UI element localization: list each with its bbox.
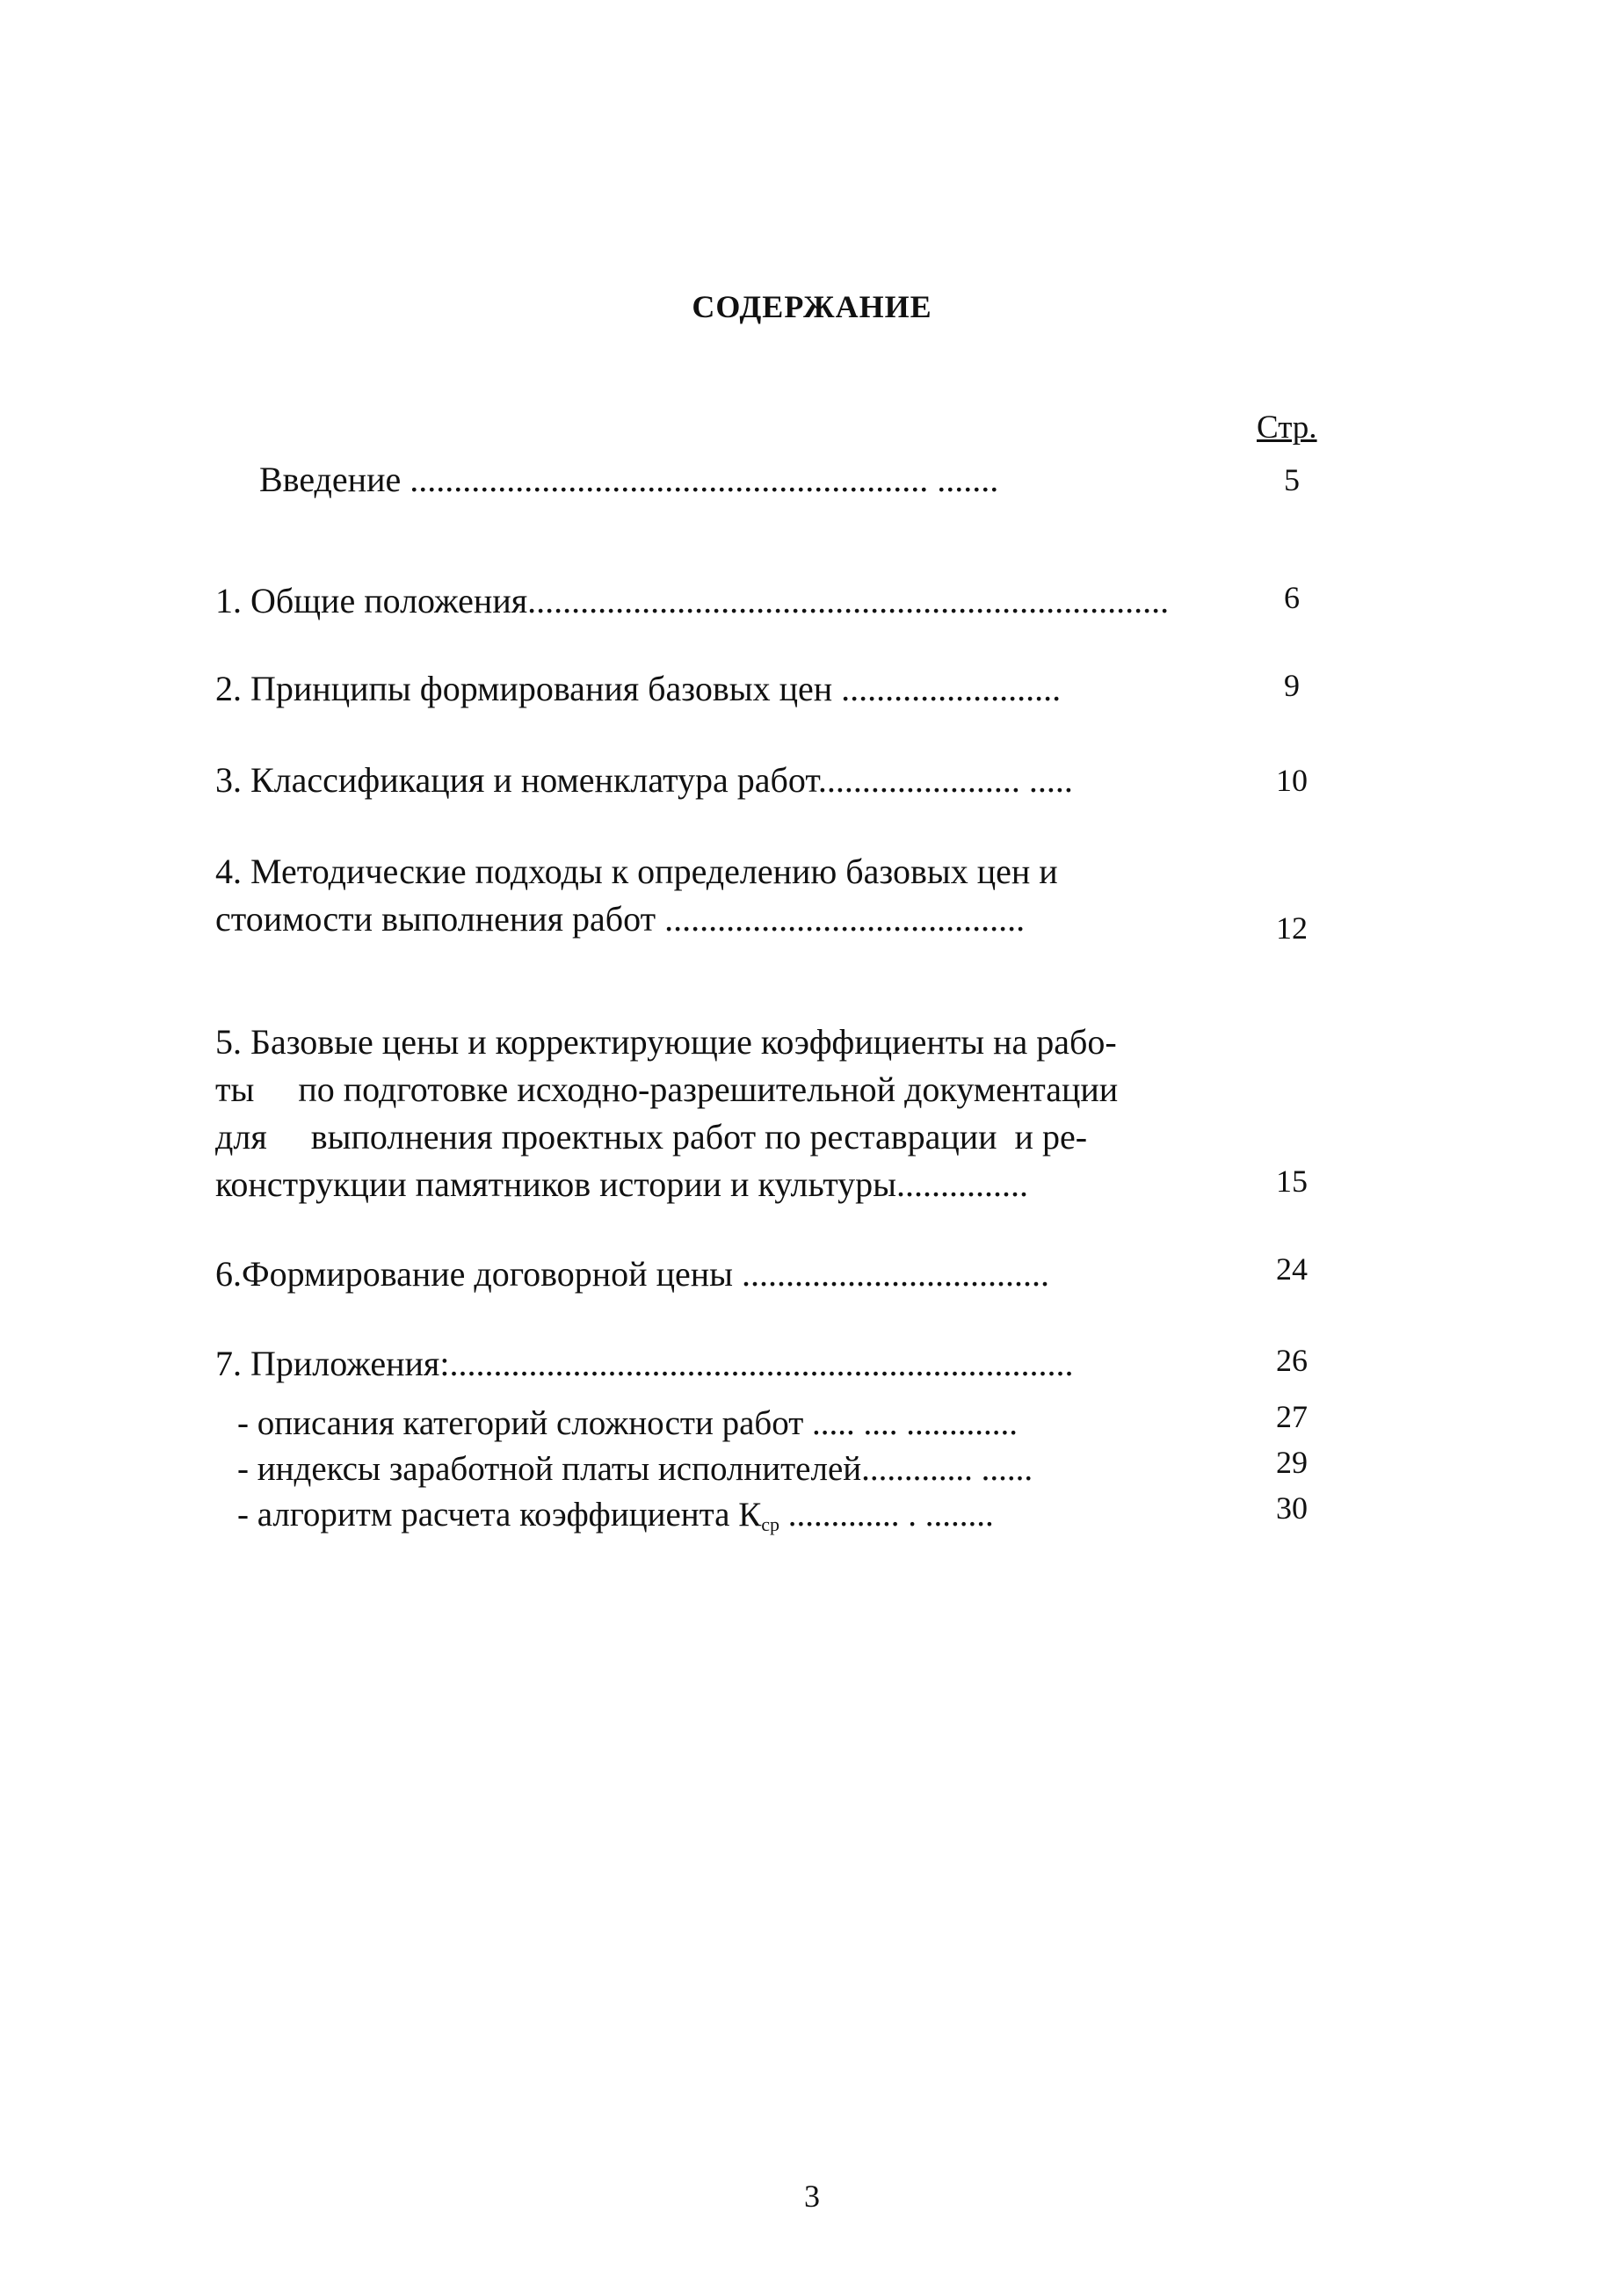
toc-entry-text: 1. Общие положения......................................................................... <box>215 581 1170 620</box>
toc-entry-page: 29 <box>1276 1445 1308 1480</box>
toc-entry-page: 9 <box>1284 668 1300 703</box>
page-number: 3 <box>804 2179 820 2214</box>
toc-entry-page: 6 <box>1284 580 1300 615</box>
toc-entry-text: 3. Классификация и номенклатура работ....................... ..... <box>215 760 1073 800</box>
coefficient-subscript: ср <box>761 1513 779 1535</box>
toc-entry-line: ты по подготовке исходно-разрешительной документации <box>215 1070 1119 1109</box>
toc-entry-text: Введение ........................................................... ....... <box>259 460 999 499</box>
toc-entry-page: 12 <box>1276 910 1308 946</box>
toc-subentry-text-main: - алгоритм расчета коэффициента К <box>237 1496 762 1534</box>
page-column-label: Стр. <box>1257 410 1317 446</box>
page-title: СОДЕРЖАНИЕ <box>692 289 932 324</box>
toc-entry-line: 5. Базовые цены и корректирующие коэффициенты на рабо- <box>215 1022 1117 1062</box>
toc-subentry-text: - индексы заработной платы исполнителей............. ...... <box>237 1450 1033 1488</box>
toc-entry-line: для выполнения проектных работ по реставрации и ре- <box>215 1117 1088 1157</box>
toc-entry-text: 7. Приложения:....................................................................... <box>215 1344 1074 1383</box>
toc-entry-line: 4. Методические подходы к определению базовых цен и <box>215 852 1058 891</box>
toc-entry-page: 26 <box>1276 1343 1308 1378</box>
toc-entry-page: 15 <box>1276 1164 1308 1199</box>
toc-entry-line: конструкции памятников истории и культуры............... <box>215 1164 1029 1204</box>
toc-entry-page: 30 <box>1276 1490 1308 1526</box>
toc-entry-page: 24 <box>1276 1251 1308 1287</box>
toc-entry-text: 2. Принципы формирования базовых цен ......................... <box>215 669 1062 708</box>
toc-entry-page: 5 <box>1284 462 1300 497</box>
toc-subentry-text: - описания категорий сложности работ ..... .... ............. <box>237 1404 1019 1442</box>
toc-subentry-text-dots: ............. . ........ <box>779 1496 994 1534</box>
toc-entry-page: 27 <box>1276 1399 1308 1434</box>
toc-entry-text: 6.Формирование договорной цены ................................... <box>215 1254 1050 1294</box>
toc-entry-line: стоимости выполнения работ ......................................... <box>215 899 1026 939</box>
toc-entry-page: 10 <box>1276 763 1308 798</box>
toc-subentry-text <box>237 1492 1178 1548</box>
